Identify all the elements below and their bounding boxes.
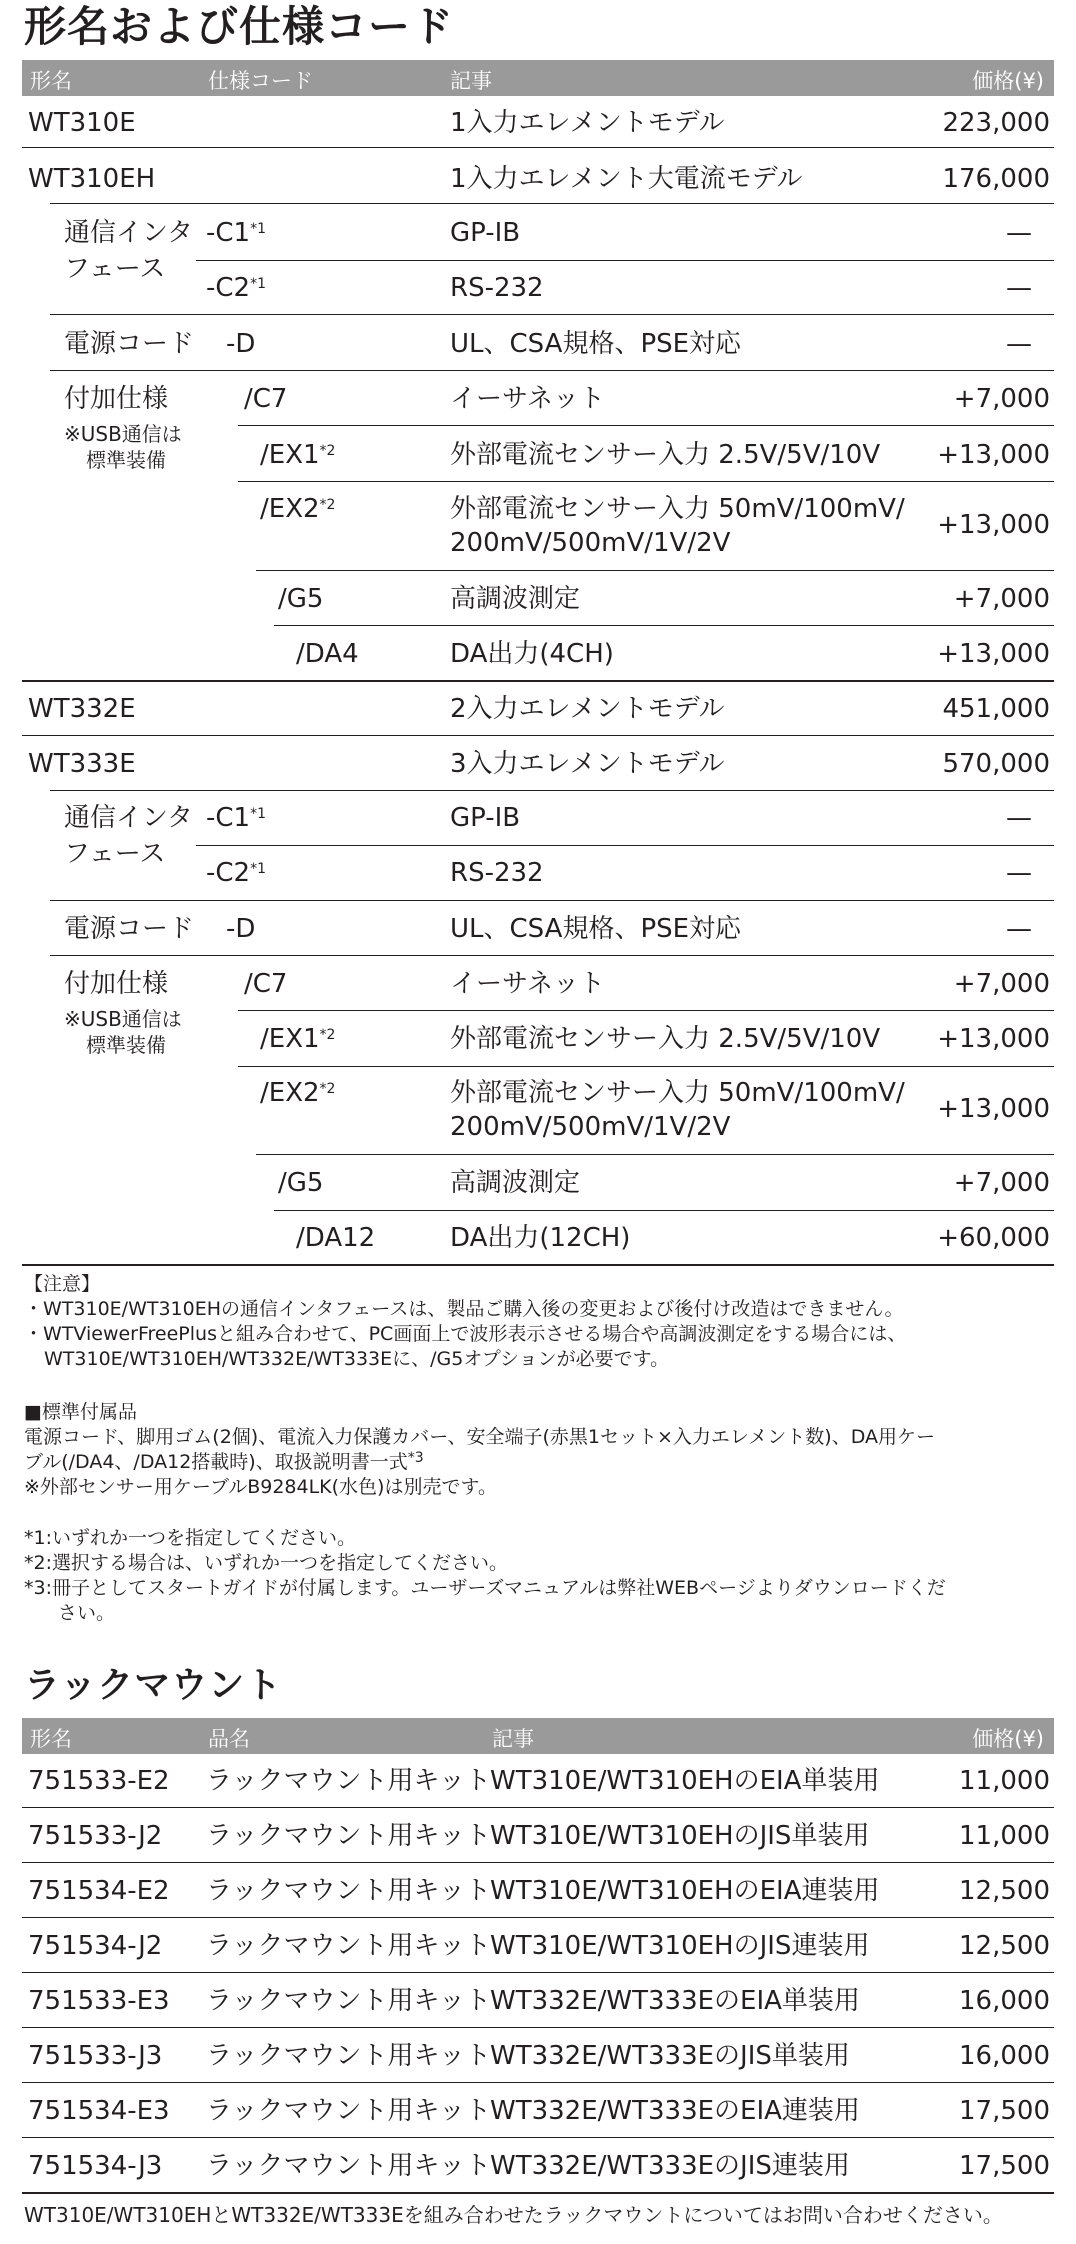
- rack-table-header: [22, 1718, 1054, 1754]
- price-cell: —: [1006, 914, 1032, 944]
- desc-cell: WT310E/WT310EHのEIA単装用: [490, 1766, 880, 1796]
- footnote: さい。: [58, 1602, 116, 1624]
- spec-code-cell: -C1$^{*1}$: [206, 218, 266, 248]
- spec-code-cell: /G5: [278, 584, 324, 614]
- row-divider: [238, 425, 1054, 426]
- desc-cell: 1入力エレメントモデル: [450, 108, 725, 138]
- spec-code-cell: /EX1$^{*2}$: [260, 1024, 336, 1054]
- model-cell: 751534-E2: [28, 1876, 170, 1906]
- header-model: 形名: [30, 69, 72, 93]
- desc-cell: RS-232: [450, 273, 544, 303]
- power-cord-label: 電源コード: [64, 329, 195, 359]
- price-cell: 12,500: [959, 1876, 1050, 1906]
- footnote: *1:いずれか一つを指定してください。: [24, 1527, 356, 1549]
- price-cell: +13,000: [937, 510, 1050, 540]
- comm-interface-label: 通信インタ: [64, 803, 193, 833]
- models-section-title: 形名および仕様コード: [24, 2, 455, 51]
- comm-interface-label: フェース: [64, 254, 166, 284]
- price-cell: 16,000: [959, 1986, 1050, 2016]
- accessories-text: ブル(/DA4、/DA12搭載時)、取扱説明書一式$^{*3}$: [24, 1450, 424, 1473]
- row-divider: [22, 1917, 1054, 1918]
- comm-interface-label: フェース: [64, 839, 166, 869]
- row-divider: [22, 147, 1054, 148]
- price-cell: +60,000: [937, 1223, 1050, 1253]
- row-divider: [238, 1066, 1054, 1067]
- desc-cell: 3入力エレメントモデル: [450, 749, 725, 779]
- header-description: 記事: [492, 1727, 534, 1751]
- row-divider: [22, 2082, 1054, 2083]
- desc-cell: 外部電流センサー入力 50mV/100mV/: [450, 1078, 905, 1108]
- row-divider: [22, 2027, 1054, 2028]
- price-cell: —: [1006, 273, 1032, 303]
- caution-item: ・WTViewerFreePlusと組み合わせて、PC画面上で波形表示させる場合や高調波測定をする場合には、: [24, 1323, 907, 1345]
- caution-item: WT310E/WT310EH/WT332E/WT333Eに、/G5オプションが必要です。: [44, 1348, 670, 1370]
- row-divider: [238, 481, 1054, 482]
- spec-code-cell: /EX2$^{*2}$: [260, 494, 336, 524]
- spec-code-cell: /DA12: [296, 1223, 376, 1253]
- price-cell: 223,000: [942, 108, 1050, 138]
- desc-cell: 高調波測定: [450, 1168, 581, 1198]
- price-cell: 570,000: [942, 749, 1050, 779]
- header-spec-code: 仕様コード: [208, 69, 313, 93]
- desc-cell: イーサネット: [450, 969, 605, 999]
- header-product-name: 品名: [208, 1727, 250, 1751]
- option-label: 付加仕様: [64, 969, 169, 999]
- desc-cell: DA出力(4CH): [450, 639, 614, 669]
- price-cell: +7,000: [953, 584, 1050, 614]
- desc-cell: 高調波測定: [450, 584, 581, 614]
- desc-cell: 外部電流センサー入力 50mV/100mV/: [450, 494, 905, 524]
- name-cell: ラックマウント用キット: [206, 1986, 491, 2016]
- footnotes-block: [24, 1526, 946, 1626]
- desc-cell: UL、CSA規格、PSE対応: [450, 914, 742, 944]
- desc-cell: 外部電流センサー入力 2.5V/5V/10V: [450, 1024, 881, 1054]
- row-divider: [50, 314, 1054, 315]
- models-table-header: [22, 60, 1054, 96]
- spec-code-cell: /EX1$^{*2}$: [260, 440, 336, 470]
- name-cell: ラックマウント用キット: [206, 1876, 491, 1906]
- desc-cell: 1入力エレメント大電流モデル: [450, 164, 803, 194]
- price-cell: —: [1006, 329, 1032, 359]
- name-cell: ラックマウント用キット: [206, 1766, 491, 1796]
- name-cell: ラックマウント用キット: [206, 2041, 491, 2071]
- row-divider: [50, 900, 1054, 901]
- option-note: ※USB通信は: [64, 422, 182, 446]
- price-cell: 11,000: [959, 1766, 1050, 1796]
- option-note: 標準装備: [86, 1033, 166, 1057]
- price-cell: 17,500: [959, 2151, 1050, 2181]
- spec-code-cell: /C7: [244, 969, 288, 999]
- desc-cell: 2入力エレメントモデル: [450, 694, 725, 724]
- desc-cell: DA出力(12CH): [450, 1223, 631, 1253]
- group-divider: [22, 680, 1054, 682]
- price-cell: 11,000: [959, 1821, 1050, 1851]
- spec-code-cell: -D: [226, 329, 256, 359]
- comm-interface-label: 通信インタ: [64, 218, 193, 248]
- option-label: 付加仕様: [64, 384, 169, 414]
- row-divider: [196, 845, 1054, 846]
- spec-code-cell: -C1$^{*1}$: [206, 803, 266, 833]
- price-cell: +13,000: [937, 1094, 1050, 1124]
- row-divider: [238, 1010, 1054, 1011]
- table-bottom-rule: [22, 2192, 1054, 2194]
- row-divider: [22, 735, 1054, 736]
- desc-cell: WT310E/WT310EHのJIS単装用: [490, 1821, 870, 1851]
- name-cell: ラックマウント用キット: [206, 1821, 491, 1851]
- desc-cell: WT332E/WT333EのJIS連装用: [490, 2151, 850, 2181]
- caution-title: 【注意】: [24, 1273, 101, 1295]
- row-divider: [274, 625, 1054, 626]
- footnote: *2:選択する場合は、いずれか一つを指定してください。: [24, 1552, 508, 1574]
- table-bottom-rule: [22, 1264, 1054, 1266]
- row-divider: [22, 1807, 1054, 1808]
- model-cell: 751534-J2: [28, 1931, 163, 1961]
- price-cell: +7,000: [953, 1168, 1050, 1198]
- spec-code-cell: -C2$^{*1}$: [206, 858, 266, 888]
- row-divider: [50, 370, 1054, 371]
- row-divider: [50, 790, 1054, 791]
- model-cell: 751534-J3: [28, 2151, 163, 2181]
- desc-cell: イーサネット: [450, 384, 605, 414]
- accessories-text: ※外部センサー用ケーブルB9284LK(水色)は別売です。: [24, 1476, 497, 1498]
- footnote: *3:冊子としてスタートガイドが付属します。ユーザーズマニュアルは弊社WEBページよりダウンロードくだ: [24, 1577, 946, 1599]
- option-note: 標準装備: [86, 448, 166, 472]
- row-divider: [274, 1210, 1054, 1211]
- desc-cell: GP-IB: [450, 218, 521, 248]
- model-cell: WT310E: [28, 108, 136, 138]
- header-price: 価格(¥): [972, 69, 1044, 93]
- header-price: 価格(¥): [972, 1727, 1044, 1751]
- model-cell: WT332E: [28, 694, 136, 724]
- name-cell: ラックマウント用キット: [206, 2096, 491, 2126]
- model-cell: 751533-J2: [28, 1821, 163, 1851]
- caution-item: ・WT310E/WT310EHの通信インタフェースは、製品ご購入後の変更および後付け改造はできません。: [24, 1298, 904, 1320]
- model-cell: WT310EH: [28, 164, 156, 194]
- header-description: 記事: [450, 69, 492, 93]
- row-divider: [22, 2137, 1054, 2138]
- price-cell: 17,500: [959, 2096, 1050, 2126]
- price-cell: 176,000: [942, 164, 1050, 194]
- header-model: 形名: [30, 1727, 72, 1751]
- price-cell: —: [1006, 218, 1032, 248]
- price-cell: 12,500: [959, 1931, 1050, 1961]
- spec-code-cell: /DA4: [296, 639, 359, 669]
- spec-code-cell: /EX2$^{*2}$: [260, 1078, 336, 1108]
- price-cell: +7,000: [953, 969, 1050, 999]
- price-cell: +13,000: [937, 639, 1050, 669]
- model-cell: WT333E: [28, 749, 136, 779]
- row-divider: [22, 1972, 1054, 1973]
- model-cell: 751533-J3: [28, 2041, 163, 2071]
- price-cell: +7,000: [953, 384, 1050, 414]
- price-cell: 451,000: [942, 694, 1050, 724]
- option-note: ※USB通信は: [64, 1007, 182, 1031]
- desc-cell: WT310E/WT310EHのJIS連装用: [490, 1931, 870, 1961]
- desc-cell: WT332E/WT333EのJIS単装用: [490, 2041, 850, 2071]
- row-divider: [50, 203, 1054, 204]
- row-divider: [256, 570, 1054, 571]
- price-cell: +13,000: [937, 1024, 1050, 1054]
- desc-cell: 200mV/500mV/1V/2V: [450, 1112, 731, 1142]
- spec-code-cell: -D: [226, 914, 256, 944]
- rack-footer-note: WT310E/WT310EHとWT332E/WT333Eを組み合わせたラックマウントについてはお問い合わせください。: [24, 2203, 1003, 2227]
- accessories-title: ■標準付属品: [24, 1401, 137, 1423]
- desc-cell: 外部電流センサー入力 2.5V/5V/10V: [450, 440, 881, 470]
- power-cord-label: 電源コード: [64, 914, 195, 944]
- price-cell: —: [1006, 803, 1032, 833]
- name-cell: ラックマウント用キット: [206, 1931, 491, 1961]
- model-cell: 751533-E3: [28, 1986, 170, 2016]
- name-cell: ラックマウント用キット: [206, 2151, 491, 2181]
- row-divider: [256, 1154, 1054, 1155]
- rack-section-title: ラックマウント: [24, 1665, 283, 1706]
- notes-block: [24, 1272, 906, 1372]
- accessories-text: 電源コード、脚用ゴム(2個)、電流入力保護カバー、安全端子(赤黒1セット×入力エレメント数)、DA用ケー: [24, 1426, 936, 1448]
- desc-cell: UL、CSA規格、PSE対応: [450, 329, 742, 359]
- row-divider: [50, 955, 1054, 956]
- desc-cell: WT310E/WT310EHのEIA連装用: [490, 1876, 880, 1906]
- price-cell: 16,000: [959, 2041, 1050, 2071]
- desc-cell: WT332E/WT333EのEIA連装用: [490, 2096, 860, 2126]
- price-cell: —: [1006, 858, 1032, 888]
- desc-cell: WT332E/WT333EのEIA単装用: [490, 1986, 860, 2016]
- desc-cell: RS-232: [450, 858, 544, 888]
- accessories-block: [24, 1400, 935, 1500]
- desc-cell: GP-IB: [450, 803, 521, 833]
- desc-cell: 200mV/500mV/1V/2V: [450, 528, 731, 558]
- price-cell: +13,000: [937, 440, 1050, 470]
- spec-code-cell: /C7: [244, 384, 288, 414]
- model-cell: 751534-E3: [28, 2096, 170, 2126]
- spec-code-cell: /G5: [278, 1168, 324, 1198]
- model-cell: 751533-E2: [28, 1766, 170, 1796]
- row-divider: [196, 260, 1054, 261]
- spec-code-cell: -C2$^{*1}$: [206, 273, 266, 303]
- row-divider: [22, 1862, 1054, 1863]
